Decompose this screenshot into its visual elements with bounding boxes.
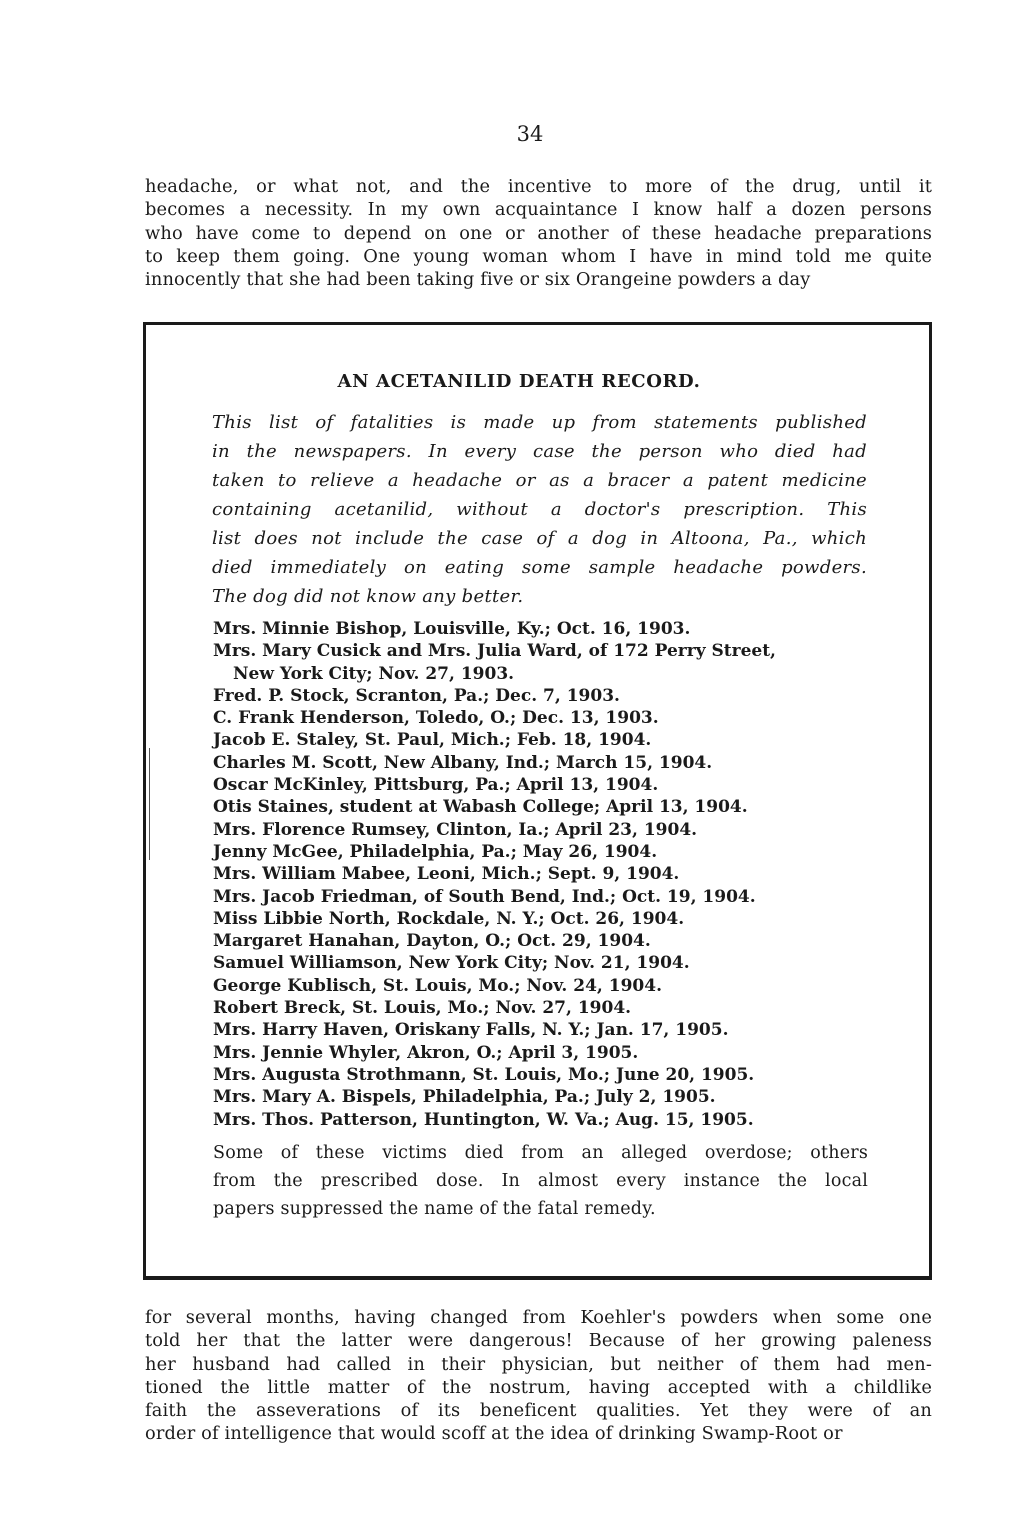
fatality-entry bbox=[213, 1109, 873, 1131]
intro-line: taken to relieve a headache or as a bracer a patent medicine bbox=[212, 470, 867, 491]
fatality-entry bbox=[213, 975, 873, 997]
fatality-text: Otis Staines, student at Wabash College; April 13, 1904. bbox=[213, 797, 748, 818]
intro-line: The dog did not know any better. bbox=[212, 586, 524, 607]
fatality-entry bbox=[213, 752, 873, 774]
fatality-text: Robert Breck, St. Louis, Mo.; Nov. 27, 1904. bbox=[213, 998, 632, 1019]
fatality-text: Mrs. William Mabee, Leoni, Mich.; Sept. 9, 1904. bbox=[213, 864, 680, 885]
fatality-entry bbox=[213, 841, 873, 863]
intro-line: containing acetanilid, without a doctor's prescription. This bbox=[212, 499, 867, 520]
fatality-continuation: New York City; Nov. 27, 1903. bbox=[233, 663, 515, 684]
text-line: headache, or what not, and the incentive to more of the drug, until it bbox=[145, 176, 932, 197]
fatality-entry bbox=[213, 930, 873, 952]
intro-line: list does not include the case of a dog in Altoona, Pa., which bbox=[212, 528, 867, 549]
fatality-entry bbox=[213, 774, 873, 796]
note-line: from the prescribed dose. In almost every instance the local bbox=[213, 1171, 868, 1191]
fatality-entry bbox=[213, 618, 873, 640]
fatality-text: C. Frank Henderson, Toledo, O.; Dec. 13, 1903. bbox=[213, 708, 659, 729]
note-line: Some of these victims died from an alleged overdose; others bbox=[213, 1143, 868, 1163]
text-line: order of intelligence that would scoff at the idea of drinking Swamp-Root or bbox=[145, 1423, 843, 1445]
top-paragraph bbox=[145, 175, 932, 291]
note-line: papers suppressed the name of the fatal remedy. bbox=[213, 1199, 656, 1219]
bottom-paragraph bbox=[145, 1306, 932, 1446]
record-note bbox=[213, 1139, 868, 1223]
fatality-text: Oscar McKinley, Pittsburg, Pa.; April 13, 1904. bbox=[213, 775, 659, 796]
text-line: for several months, having changed from Koehler's powders when some one bbox=[145, 1307, 932, 1328]
text-line: her husband had called in their physician, but neither of them had men- bbox=[145, 1353, 932, 1375]
fatality-entry bbox=[213, 908, 873, 930]
text-line: innocently that she had been taking five or six Orangeine powders a day bbox=[145, 269, 811, 291]
fatality-entry bbox=[213, 819, 873, 841]
fatality-text: Mrs. Florence Rumsey, Clinton, Ia.; April 23, 1904. bbox=[213, 819, 698, 840]
fatality-entry bbox=[213, 640, 873, 685]
fatality-entry bbox=[213, 997, 873, 1019]
fatality-text: Mrs. Minnie Bishop, Louisville, Ky.; Oct. 16, 1903. bbox=[213, 619, 691, 639]
fatality-text: Mrs. Thos. Patterson, Huntington, W. Va.; Aug. 15, 1905. bbox=[213, 1109, 754, 1130]
fatality-text: Miss Libbie North, Rockdale, N. Y.; Oct. 26, 1904. bbox=[213, 908, 685, 929]
text-line: tioned the little matter of the nostrum, having accepted with a childlike bbox=[145, 1376, 932, 1398]
record-intro bbox=[212, 408, 867, 611]
fatality-text: Jenny McGee, Philadelphia, Pa.; May 26, 1904. bbox=[213, 841, 658, 862]
margin-rule bbox=[149, 748, 150, 860]
text-line: who have come to depend on one or another of these headache preparations bbox=[145, 222, 932, 244]
fatality-text: Jacob E. Staley, St. Paul, Mich.; Feb. 18, 1904. bbox=[213, 730, 652, 751]
fatality-entry bbox=[213, 796, 873, 818]
fatality-list bbox=[213, 618, 873, 1131]
fatality-text: Mrs. Mary A. Bispels, Philadelphia, Pa.; July 2, 1905. bbox=[213, 1087, 716, 1108]
fatality-entry bbox=[213, 952, 873, 974]
fatality-entry bbox=[213, 1086, 873, 1108]
fatality-text: Mrs. Jacob Friedman, of South Bend, Ind.; Oct. 19, 1904. bbox=[213, 886, 756, 907]
record-title: AN ACETANILID DEATH RECORD. bbox=[337, 371, 701, 392]
fatality-text: Charles M. Scott, New Albany, Ind.; March 15, 1904. bbox=[213, 752, 713, 773]
fatality-entry bbox=[213, 1042, 873, 1064]
fatality-entry bbox=[213, 1064, 873, 1086]
page-number: 34 bbox=[516, 122, 544, 146]
fatality-entry bbox=[213, 685, 873, 707]
fatality-text: Mrs. Jennie Whyler, Akron, O.; April 3, 1905. bbox=[213, 1042, 639, 1063]
fatality-text: Samuel Williamson, New York City; Nov. 21, 1904. bbox=[213, 953, 690, 974]
text-line: to keep them going. One young woman whom I have in mind told me quite bbox=[145, 245, 932, 267]
text-line: becomes a necessity. In my own acquaintance I know half a dozen persons bbox=[145, 199, 932, 221]
fatality-text: George Kublisch, St. Louis, Mo.; Nov. 24, 1904. bbox=[213, 975, 662, 996]
text-line: told her that the latter were dangerous! Because of her growing paleness bbox=[145, 1330, 932, 1352]
fatality-entry bbox=[213, 729, 873, 751]
intro-line: died immediately on eating some sample headache powders. bbox=[212, 557, 867, 578]
fatality-text: Mrs. Mary Cusick and Mrs. Julia Ward, of 172 Perry Street, bbox=[213, 641, 776, 662]
fatality-entry bbox=[213, 1019, 873, 1041]
fatality-text: Mrs. Augusta Strothmann, St. Louis, Mo.; June 20, 1905. bbox=[213, 1064, 755, 1085]
fatality-entry bbox=[213, 863, 873, 885]
fatality-text: Mrs. Harry Haven, Oriskany Falls, N. Y.; Jan. 17, 1905. bbox=[213, 1020, 729, 1041]
intro-line: in the newspapers. In every case the person who died had bbox=[212, 441, 867, 462]
fatality-text: Margaret Hanahan, Dayton, O.; Oct. 29, 1904. bbox=[213, 931, 651, 952]
intro-line: This list of fatalities is made up from statements published bbox=[212, 412, 867, 433]
fatality-entry bbox=[213, 707, 873, 729]
fatality-text: Fred. P. Stock, Scranton, Pa.; Dec. 7, 1903. bbox=[213, 685, 620, 706]
fatality-entry bbox=[213, 886, 873, 908]
text-line: faith the asseverations of its beneficent qualities. Yet they were of an bbox=[145, 1400, 932, 1422]
